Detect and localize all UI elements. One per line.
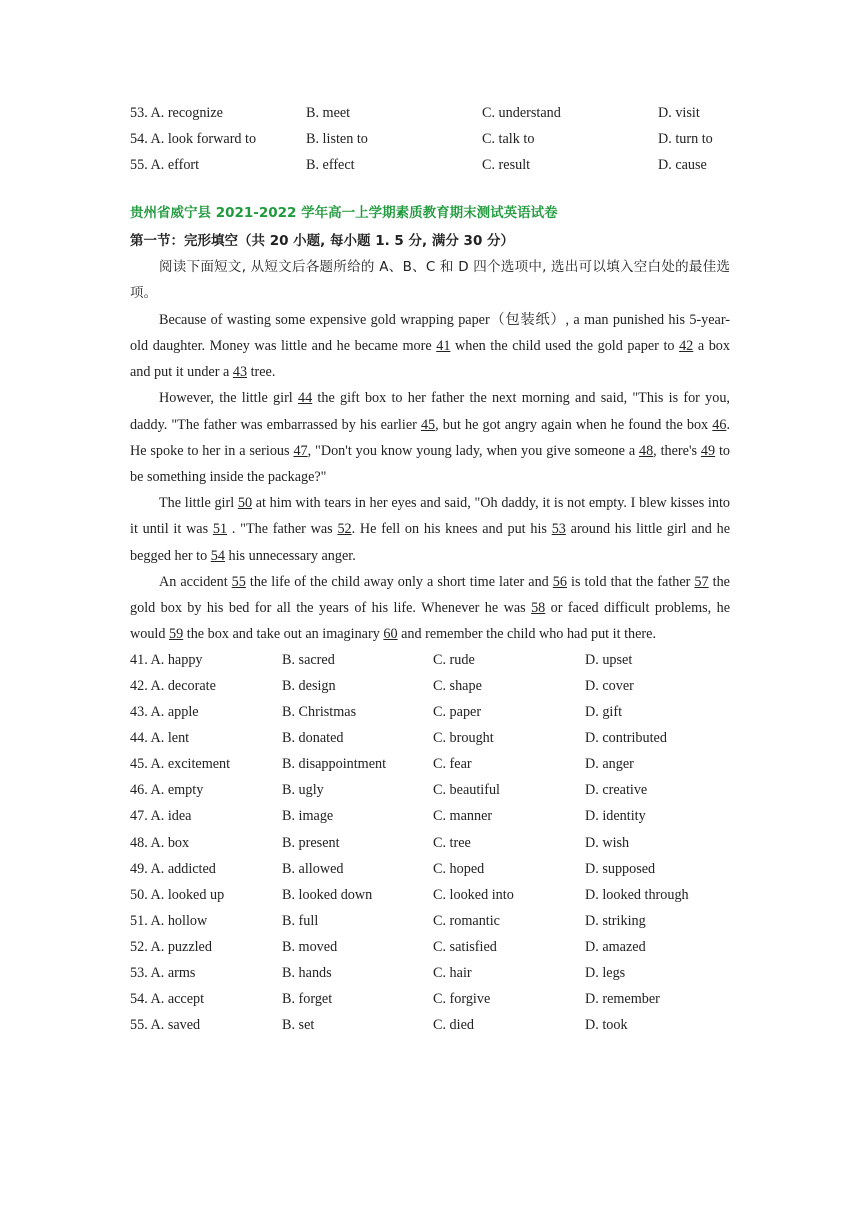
passage-text: and remember the child who had put it there. [397,626,656,643]
blank-49: 49 [700,442,716,459]
option-c: C. shape [433,677,482,694]
option-c: C. understand [482,104,561,121]
passage-paragraph-1 [130,307,730,386]
option-d: D. supposed [585,860,656,877]
option-b: B. image [282,808,334,825]
option-row [130,126,730,152]
option-a: 42. A. decorate [130,677,216,694]
option-d: D. creative [585,782,648,799]
passage-text: a box and put it under a [130,337,730,381]
blank-43: 43 [232,364,248,381]
blank-56: 56 [552,573,567,590]
option-d: D. wish [585,834,630,851]
option-row [130,100,730,126]
passage-text: , "Don't you know young lady, when you give someone a [307,442,639,459]
option-b: B. full [282,912,319,929]
passage-paragraph-2 [130,385,730,490]
passage-text: the life of the child away only a short time later and [245,573,553,590]
option-d: D. looked through [585,886,689,903]
option-c: C. paper [433,704,482,721]
passage-text: . "The father was [227,521,338,538]
blank-46: 46 [712,416,727,433]
option-c: C. romantic [433,912,500,929]
blank-41: 41 [436,337,451,354]
option-b: B. forget [282,991,333,1008]
exam-title: 贵州省威宁县 2021-2022 学年高一上学期素质教育期末测试英语试卷 [130,205,558,222]
option-b: B. ugly [282,782,324,799]
option-d: D. cover [585,677,634,694]
option-b: B. hands [282,965,332,981]
option-row [130,700,730,726]
option-a: 47. A. idea [130,808,192,825]
blank-58: 58 [531,599,546,616]
option-c: C. looked into [433,886,514,903]
option-d: D. legs [585,965,626,981]
passage-text: around his little girl and he begged her to [130,521,730,564]
instruction-text: 阅读下面短文, 从短文后各题所给的 A、B、C 和 D 四个选项中, 选出可以填入空白处的最佳选项。 [130,259,730,302]
passage-text: Because of wasting some expensive gold wrapping paper（包装纸）, a man punished his 5-year-old daughter. Money was little and he became more [130,311,730,354]
blank-57: 57 [694,573,709,590]
blank-45: 45 [420,416,436,433]
blank-44: 44 [298,390,313,407]
option-b: B. donated [282,730,344,747]
passage-text: at him with tears in her eyes and said, "Oh daddy, it is not empty. I blew kisses into it until it was [130,495,730,538]
option-a: 53. A. recognize [130,104,223,121]
option-b: B. looked down [282,886,373,903]
option-d: D. anger [585,756,634,773]
option-d: D. striking [585,912,646,929]
blank-52: 52 [337,521,352,538]
passage-paragraph-4 [130,569,730,648]
option-c: C. hair [433,965,472,981]
option-row [130,908,730,934]
passage-text: the gift box to her father the next morning and said, "This is for you, daddy. "The father was embarrassed by his earlier [130,390,730,433]
option-row [130,856,730,882]
option-b: B. sacred [282,651,335,668]
option-a: 44. A. lent [130,730,190,747]
option-b: B. set [282,1017,315,1034]
option-a: 45. A. excitement [130,756,231,773]
option-d: D. remember [585,991,660,1008]
option-a: 46. A. empty [130,782,204,799]
option-row [130,752,730,778]
option-a: 54. A. look forward to [130,130,257,147]
blank-53: 53 [551,521,566,538]
passage-text: However, the little girl [159,390,298,407]
section-heading: 第一节：完形填空（共 20 小题, 每小题 1. 5 分, 满分 30 分） [130,233,515,250]
option-c: C. beautiful [433,782,500,799]
option-a: 49. A. addicted [130,860,216,877]
option-b: B. meet [306,104,351,121]
option-c: C. satisfied [433,938,497,955]
option-b: B. allowed [282,860,344,877]
blank-54: 54 [210,547,225,564]
passage-text: The little girl [159,495,238,512]
option-a: 43. A. apple [130,704,199,721]
option-row [130,647,730,673]
blank-47: 47 [293,442,308,459]
option-a: 55. A. effort [130,156,200,173]
passage-text: or faced difficult problems, he would [130,599,730,643]
option-a: 41. A. happy [130,651,203,668]
option-c: C. rude [433,651,475,668]
page-content [130,100,730,1039]
option-d: D. upset [585,651,633,668]
options-list [130,647,730,1038]
option-d: D. gift [585,704,623,721]
option-a: 52. A. puzzled [130,938,212,955]
blank-55: 55 [231,573,246,590]
passage-text: . He fell on his knees and put his [351,521,552,538]
blank-59: 59 [169,626,184,643]
option-row [130,1013,730,1039]
option-row [130,960,730,986]
option-c: C. brought [433,730,494,747]
option-c: C. talk to [482,130,535,147]
blank-50: 50 [237,495,253,512]
option-row [130,778,730,804]
option-b: B. design [282,677,336,694]
option-row [130,804,730,830]
option-a: 48. A. box [130,834,190,851]
blank-48: 48 [638,442,654,459]
passage-paragraph-3 [130,490,730,569]
option-row [130,934,730,960]
option-c: C. tree [433,834,471,851]
option-a: 51. A. hollow [130,912,208,929]
option-b: B. Christmas [282,704,357,721]
option-c: C. died [433,1017,474,1034]
option-b: B. moved [282,938,338,955]
previous-options-list [130,100,730,178]
option-row [130,987,730,1013]
option-d: D. contributed [585,730,667,747]
option-d: D. amazed [585,938,646,955]
passage-text: is told that the father [566,573,695,590]
option-b: B. effect [306,156,355,173]
passage-text: , there's [653,442,701,459]
passage-text: the gold box by his bed for all the years of his life. Whenever he was [130,573,730,616]
option-d: D. turn to [658,130,713,147]
passage-text: , but he got angry again when he found the box [435,416,713,433]
passage-text: . He spoke to her in a serious [130,416,730,459]
option-a: 50. A. looked up [130,886,225,903]
passage-text: to be something inside the package?" [130,442,731,485]
passage-text: An accident [159,573,232,590]
option-c: C. manner [433,808,493,825]
blank-60: 60 [383,626,398,643]
option-row [130,152,730,178]
passage-text: the box and take out an imaginary [183,626,384,643]
passage-text: his unnecessary anger. [224,547,356,564]
option-b: B. listen to [306,130,368,147]
option-c: C. fear [433,756,472,773]
option-a: 53. A. arms [130,965,196,981]
passage-text: when the child used the gold paper to [450,337,680,354]
option-c: C. result [482,156,531,173]
option-a: 55. A. saved [130,1017,201,1034]
option-b: B. disappointment [282,756,387,773]
option-d: D. took [585,1017,628,1034]
option-row [130,830,730,856]
option-b: B. present [282,834,340,851]
blank-51: 51 [212,521,228,538]
blank-42: 42 [679,337,694,354]
option-c: C. hoped [433,860,485,877]
option-d: D. visit [658,104,700,121]
option-d: D. cause [658,156,707,173]
passage-text: tree. [247,364,276,381]
option-row [130,726,730,752]
option-row [130,673,730,699]
option-c: C. forgive [433,991,491,1008]
option-row [130,882,730,908]
option-d: D. identity [585,808,646,825]
option-a: 54. A. accept [130,991,205,1008]
